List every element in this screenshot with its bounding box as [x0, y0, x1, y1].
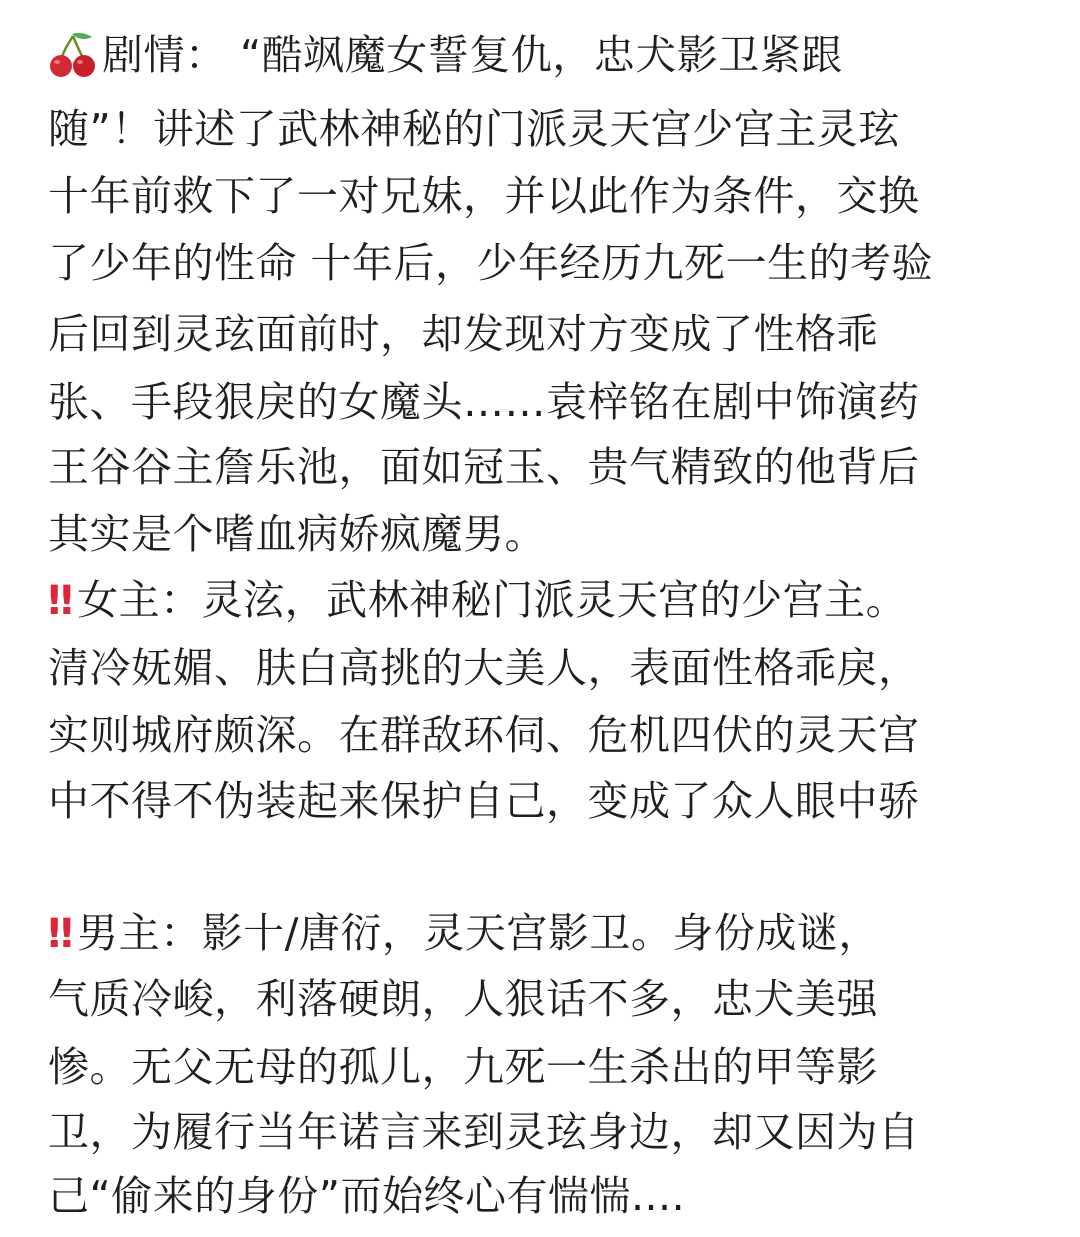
plot-line-7: 王谷谷主詹乐池，面如冠玉、贵气精致的他背后	[48, 443, 920, 491]
heroine-line-1	[48, 567, 907, 633]
heroine-line-2: 清冷妩媚、肤白高挑的大美人，表面性格乖戾，	[48, 644, 920, 692]
heroine-line-4: 中不得不伪装起来保护自己，变成了众人眼中骄	[48, 777, 920, 825]
double-exclamation-icon: ‼	[48, 911, 68, 957]
plot-line-8: 其实是个嗜血病娇疯魔男。	[48, 510, 546, 558]
hero-line-1	[48, 900, 880, 966]
hero-line-5: 己“偷来的身份”而始终心有惴惴....	[48, 1172, 686, 1220]
hero-line-3: 惨。无父无母的孤儿，九死一生杀出的甲等影	[48, 1043, 878, 1091]
heroine-text-1: 女主：灵泫，武林神秘门派灵天宫的少宫主。	[77, 576, 908, 624]
plot-line-4: 了少年的性命 十年后，少年经历九死一生的考验	[48, 239, 934, 287]
double-exclamation-icon: ‼	[48, 578, 68, 624]
plot-line-2: 随”！讲述了武林神秘的门派灵天宫少宫主灵玹	[48, 105, 900, 153]
cherry-icon	[48, 30, 98, 80]
plot-line-5: 后回到灵玹面前时，却发现对方变成了性格乖	[48, 310, 878, 358]
hero-text-1: 男主：影十/唐衍，灵天宫影卫。身份成谜，	[77, 909, 880, 957]
hero-line-4: 卫，为履行当年诺言来到灵玹身边，却又因为自	[48, 1108, 920, 1156]
plot-line-3: 十年前救下了一对兄妹，并以此作为条件，交换	[48, 172, 920, 220]
hero-line-2: 气质冷峻，利落硬朗，人狠话不多，忠犬美强	[48, 975, 878, 1023]
plot-text-1: 剧情： “酷飒魔女誓复仇，忠犬影卫紧跟	[102, 31, 843, 79]
plot-line-1	[48, 22, 843, 88]
heroine-line-3: 实则城府颇深。在群敌环伺、危机四伏的灵天宫	[48, 711, 920, 759]
plot-line-6: 张、手段狠戾的女魔头……袁梓铭在剧中饰演药	[48, 378, 920, 426]
